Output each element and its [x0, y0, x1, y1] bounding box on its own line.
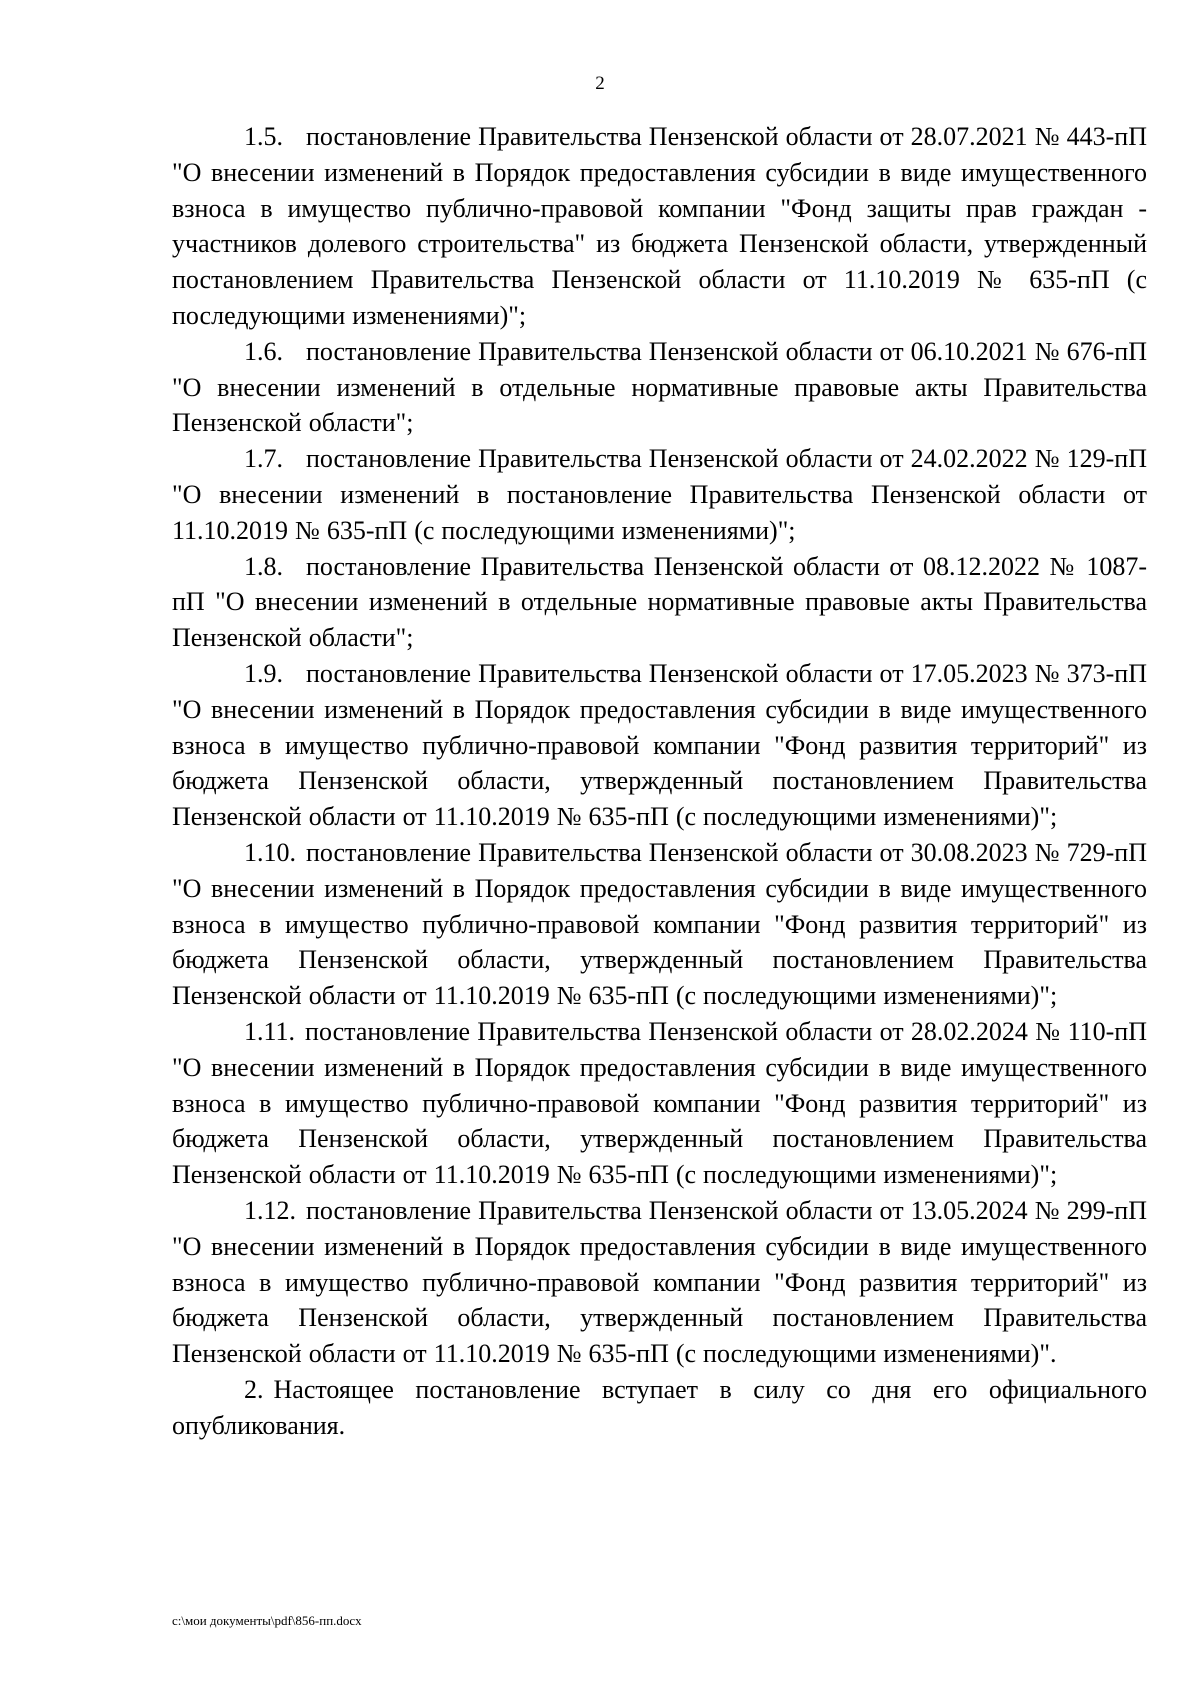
list-item-1-6 — [172, 334, 1147, 441]
final-paragraph — [172, 1372, 1147, 1444]
item-text: постановление Правительства Пензенской области от 06.10.2021 № 676-пП "О внесении изменений в отдельные нормативные правовые акты Правительства Пензенской области"; — [172, 336, 1147, 438]
item-number: 1.8. — [244, 551, 283, 581]
item-text: постановление Правительства Пензенской области от 24.02.2022 № 129-пП "О внесении изменений в постановление Правительства Пензенской области от 11.10.2019 № 635-пП (с последующими изменениями)"; — [172, 444, 1147, 545]
list-item-1-10 — [172, 835, 1147, 1014]
list-item-1-7 — [172, 441, 1147, 548]
list-item-1-5 — [172, 119, 1147, 334]
item-number: 1.9. — [244, 658, 283, 688]
item-number: 1.6. — [244, 336, 283, 366]
item-number: 1.7. — [244, 444, 283, 474]
item-number: 1.5. — [244, 122, 283, 151]
list-item-1-12 — [172, 1193, 1147, 1372]
page-number: 2 — [595, 73, 605, 94]
item-number: 1.12. — [244, 1195, 296, 1225]
item-text: постановление Правительства Пензенской области от 28.02.2024 № 110-пП "О внесении изменений в Порядок предоставления субсидии в виде имущественного взноса в имущество публично-правовой компании "Фонд развития территорий" из бюджета Пензенской области, утвержденный постановлением Правительства Пензенской области от 11.10.2019 № 635-пП (с последующими изменениями)"; — [172, 1016, 1147, 1190]
paragraph-number: 2. — [244, 1374, 264, 1404]
item-text: постановление Правительства Пензенской области от 28.07.2021 № 443-пП "О внесении изменений в Порядок предоставления субсидии в виде имущественного взноса в имущество публично-правовой компании "Фонд защиты прав граждан - участников долевого строительства" из бюджета Пензенской области, утвержденный постановлением Правительства Пензенской области от 11.10.2019 № 635-пП (с последующими изменениями)"; — [172, 122, 1147, 330]
item-text: постановление Правительства Пензенской области от 08.12.2022 № 1087-пП "О внесении изменений в отдельные нормативные правовые акты Правительства Пензенской области"; — [172, 551, 1147, 653]
item-number: 1.11. — [244, 1016, 296, 1046]
document-body — [172, 119, 1147, 1443]
list-item-1-11 — [172, 1014, 1147, 1193]
list-item-1-9 — [172, 656, 1147, 835]
item-text: постановление Правительства Пензенской области от 30.08.2023 № 729-пП "О внесении изменений в Порядок предоставления субсидии в виде имущественного взноса в имущество публично-правовой компании "Фонд развития территорий" из бюджета Пензенской области, утвержденный постановлением Правительства Пензенской области от 11.10.2019 № 635-пП (с последующими изменениями)"; — [172, 837, 1147, 1011]
paragraph-text: Настоящее постановление вступает в силу со дня его официального опубликования. — [172, 1374, 1147, 1440]
item-number: 1.10. — [244, 837, 296, 867]
footer-file-path: c:\мои документы\pdf\856-пп.docx — [172, 1613, 362, 1628]
item-text: постановление Правительства Пензенской области от 13.05.2024 № 299-пП "О внесении изменений в Порядок предоставления субсидии в виде имущественного взноса в имущество публично-правовой компании "Фонд развития территорий" из бюджета Пензенской области, утвержденный постановлением Правительства Пензенской области от 11.10.2019 № 635-пП (с последующими изменениями)". — [172, 1195, 1147, 1369]
list-item-1-8 — [172, 549, 1147, 656]
item-text: постановление Правительства Пензенской области от 17.05.2023 № 373-пП "О внесении изменений в Порядок предоставления субсидии в виде имущественного взноса в имущество публично-правовой компании "Фонд развития территорий" из бюджета Пензенской области, утвержденный постановлением Правительства Пензенской области от 11.10.2019 № 635-пП (с последующими изменениями)"; — [172, 658, 1147, 832]
